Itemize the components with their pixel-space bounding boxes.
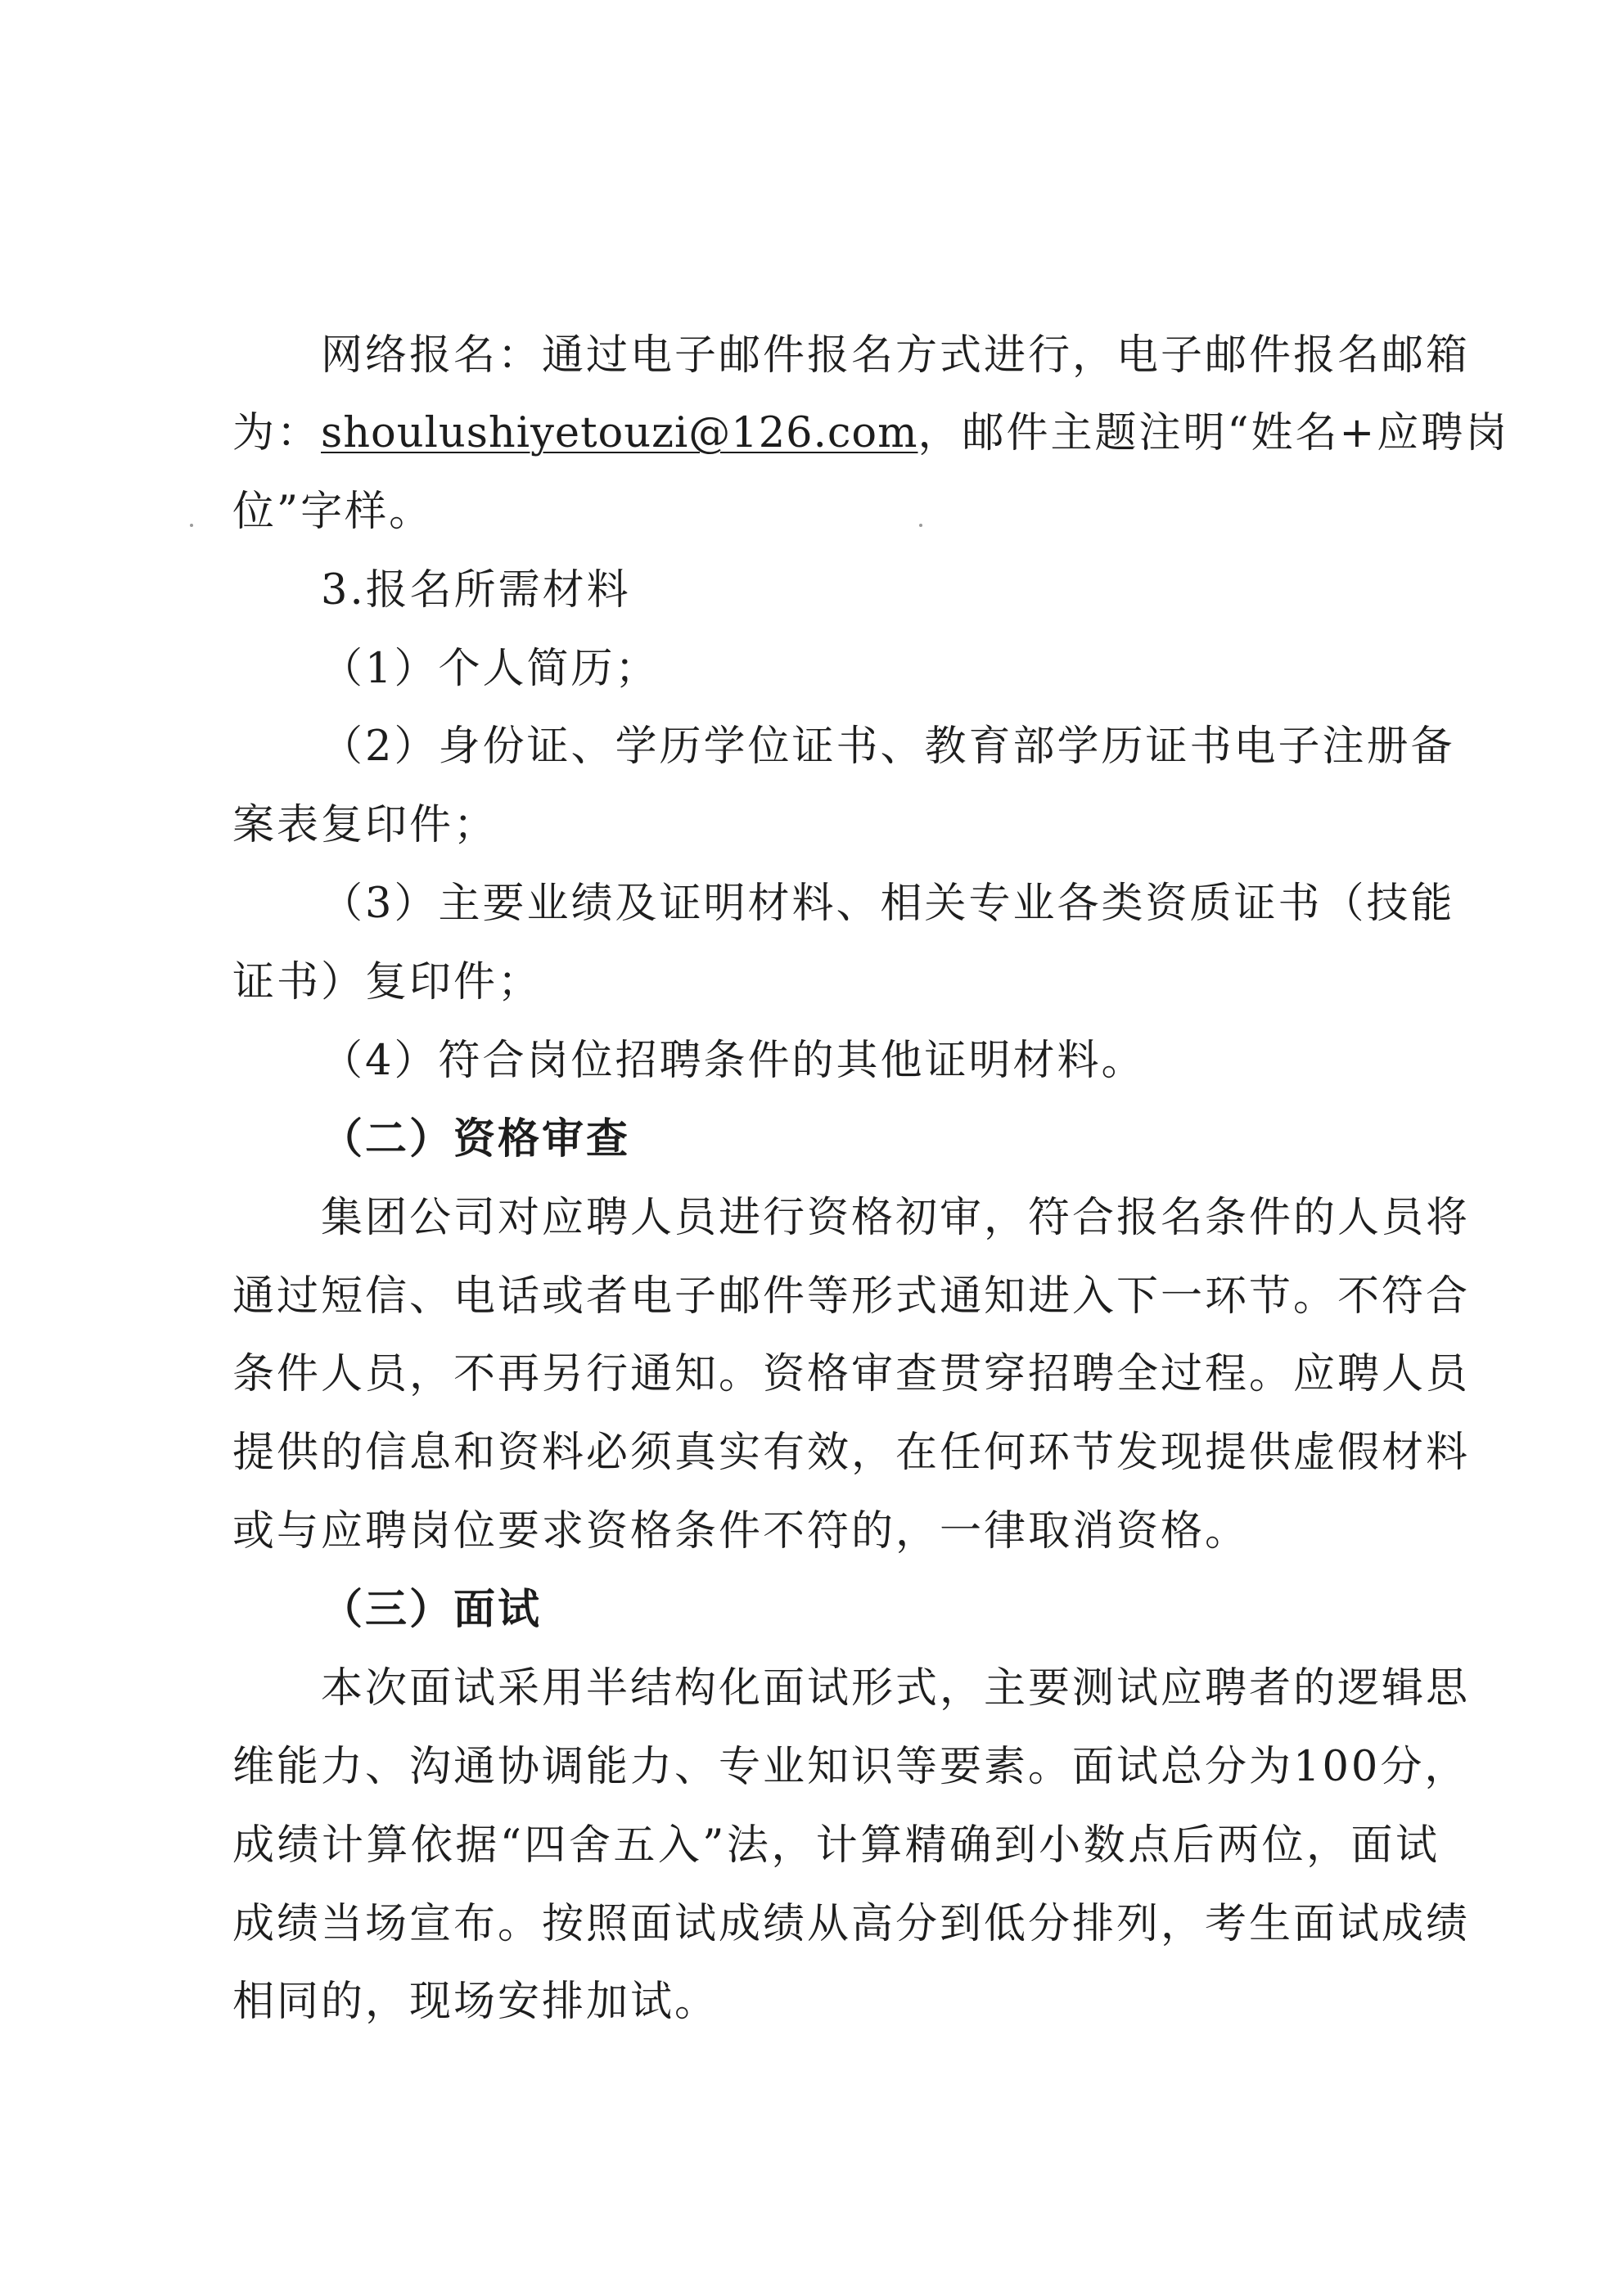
interview-line-1: 本次面试采用半结构化面试形式，主要测试应聘者的逻辑思 (321, 1664, 1471, 1713)
materials-heading: 3.报名所需材料 (321, 566, 631, 615)
registration-line-2-suffix: ，邮件主题注明“姓名+应聘岗 (917, 409, 1510, 457)
registration-line-1: 网络报名：通过电子邮件报名方式进行，电子邮件报名邮箱 (321, 331, 1471, 380)
qualification-line-4: 提供的信息和资料必须真实有效，在任何环节发现提供虚假材料 (232, 1429, 1471, 1477)
registration-email: shoulushiyetouzi@126.com (321, 409, 918, 457)
registration-line-2 (232, 409, 1510, 458)
materials-item-3-line-1: （3）主要业绩及证明材料、相关专业各类资质证书（技能 (321, 880, 1455, 928)
registration-line-2-prefix: 为： (232, 409, 322, 457)
interview-line-2: 维能力、沟通协调能力、专业知识等要素。面试总分为100分， (232, 1743, 1469, 1791)
materials-item-3-line-2: 证书）复印件； (232, 958, 543, 1006)
interview-line-4: 成绩当场宣布。按照面试成绩从高分到低分排列，考生面试成绩 (232, 1900, 1471, 1948)
registration-line-3: 位”字样。 (232, 488, 434, 536)
qualification-heading: （二）资格审查 (321, 1115, 631, 1164)
qualification-line-3: 条件人员，不再另行通知。资格审查贯穿招聘全过程。应聘人员 (232, 1350, 1471, 1398)
scan-speck (190, 524, 193, 527)
interview-line-3: 成绩计算依据“四舍五入”法，计算精确到小数点后两位，面试 (232, 1821, 1440, 1870)
qualification-line-2: 通过短信、电话或者电子邮件等形式通知进入下一环节。不符合 (232, 1272, 1471, 1321)
interview-line-5: 相同的，现场安排加试。 (232, 1978, 719, 2026)
materials-item-2-line-2: 案表复印件； (232, 801, 498, 849)
qualification-line-5: 或与应聘岗位要求资格条件不符的，一律取消资格。 (232, 1507, 1250, 1555)
scan-speck (919, 524, 922, 527)
materials-item-2-line-1: （2）身份证、学历学位证书、教育部学历证书电子注册备 (321, 723, 1455, 771)
qualification-line-1: 集团公司对应聘人员进行资格初审，符合报名条件的人员将 (321, 1194, 1471, 1242)
materials-item-4: （4）符合岗位招聘条件的其他证明材料。 (321, 1037, 1146, 1085)
interview-heading: （三）面试 (321, 1586, 543, 1634)
materials-item-1: （1）个人简历； (321, 645, 660, 693)
